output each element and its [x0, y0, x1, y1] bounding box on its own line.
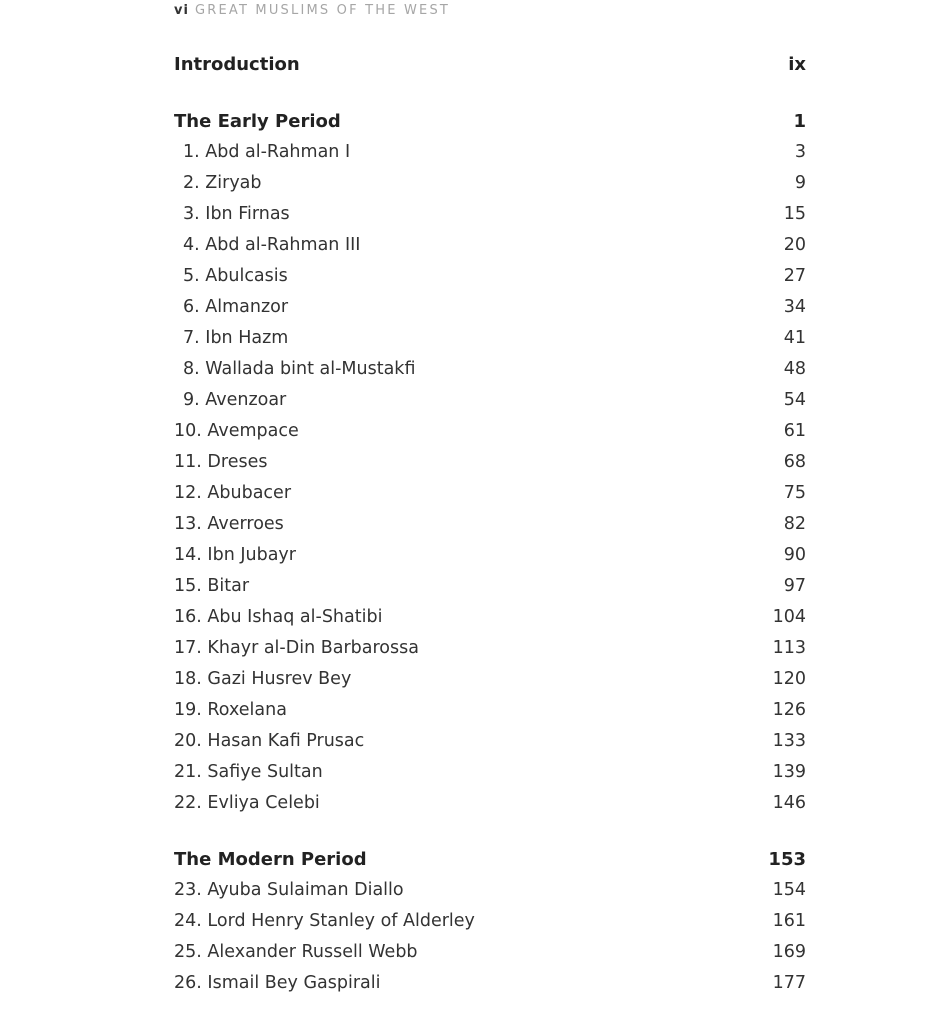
toc-entry-title: Gazi Husrev Bey [207, 669, 352, 689]
toc-entry-title: Averroes [207, 514, 284, 534]
toc-entry[interactable] [174, 576, 806, 602]
toc-entry-text [174, 173, 262, 193]
toc-entry-text [174, 142, 350, 162]
toc-entry-text [174, 359, 415, 379]
running-head-title: GREAT MUSLIMS OF THE WEST [194, 3, 451, 18]
toc-entry-page: 139 [772, 762, 806, 782]
section-title: The Modern Period [174, 849, 367, 870]
toc-entry-number: 12. [174, 483, 202, 503]
toc-entry-number: 20. [174, 731, 202, 751]
toc-entry[interactable] [174, 390, 806, 416]
toc-entry-number: 2. [183, 173, 200, 193]
toc-entry-number: 5. [183, 266, 200, 286]
toc-entry-title: Abd al-Rahman I [205, 142, 351, 162]
toc-entry-number: 24. [174, 911, 202, 931]
toc-entry[interactable] [174, 142, 806, 168]
toc-entry-number: 9. [183, 390, 200, 410]
toc-entry-text [174, 235, 360, 255]
toc-entry-page: 41 [783, 328, 806, 348]
toc-entry-page: 34 [783, 297, 806, 317]
toc-entry[interactable] [174, 235, 806, 261]
toc-entry-title: Ibn Firnas [205, 204, 290, 224]
toc-entry[interactable] [174, 173, 806, 199]
toc-entry-number: 19. [174, 700, 202, 720]
toc-entry-number: 21. [174, 762, 202, 782]
toc-entry-text [174, 452, 267, 472]
toc-section-modern-period[interactable] [174, 849, 806, 875]
toc-entry-title: Ayuba Sulaiman Diallo [207, 880, 404, 900]
toc-entry-page: 27 [783, 266, 806, 286]
toc-entry-text [174, 204, 290, 224]
toc-entry-title: Ziryab [205, 173, 262, 193]
toc-entry[interactable] [174, 545, 806, 571]
toc-entry-number: 13. [174, 514, 202, 534]
toc-entry-number: 25. [174, 942, 202, 962]
toc-entry-text [174, 973, 380, 993]
toc-entry-title: Roxelana [207, 700, 287, 720]
toc-entry-title: Abulcasis [205, 266, 288, 286]
section-page: 153 [768, 849, 806, 870]
toc-entry-text [174, 942, 418, 962]
toc-entry-title: Abu Ishaq al-Shatibi [207, 607, 383, 627]
section-title: The Early Period [174, 111, 341, 132]
toc-entry-page: 54 [783, 390, 806, 410]
toc-entry-page: 113 [772, 638, 806, 658]
toc-entry-text [174, 421, 299, 441]
toc-entry-text [174, 483, 291, 503]
toc-entry-number: 22. [174, 793, 202, 813]
toc-entry-page: 9 [794, 173, 806, 193]
toc-entry-title: Evliya Celebi [207, 793, 320, 813]
toc-entry-text [174, 607, 382, 627]
toc-entry[interactable] [174, 762, 806, 788]
toc-entry-title: Hasan Kafi Prusac [207, 731, 365, 751]
toc-entry-page: 82 [783, 514, 806, 534]
toc-entry-page: 75 [783, 483, 806, 503]
page-folio: vi [174, 3, 189, 18]
toc-entry-number: 3. [183, 204, 200, 224]
toc-entry-number: 26. [174, 973, 202, 993]
toc-entry-page: 104 [772, 607, 806, 627]
toc-entry-title: Abubacer [207, 483, 292, 503]
toc-entry-text [174, 266, 288, 286]
toc-entry[interactable] [174, 483, 806, 509]
toc-entry-title: Dreses [207, 452, 268, 472]
toc-entry-page: 154 [772, 880, 806, 900]
toc-entry-title: Wallada bint al-Mustakfi [205, 359, 416, 379]
toc-entry-page: 97 [783, 576, 806, 596]
toc-entry-title: Safiye Sultan [207, 762, 323, 782]
toc-entry-title: Avenzoar [205, 390, 287, 410]
toc-entry-page: 133 [772, 731, 806, 751]
toc-entry-number: 1. [183, 142, 200, 162]
toc-entry-page: 177 [772, 973, 806, 993]
toc-entry[interactable] [174, 607, 806, 633]
toc-entry-text [174, 762, 323, 782]
toc-entry[interactable] [174, 942, 806, 968]
toc-entry-number: 8. [183, 359, 200, 379]
toc-entry-text [174, 793, 320, 813]
toc-introduction-page: ix [788, 54, 806, 75]
toc-entry[interactable] [174, 669, 806, 695]
toc-entry-number: 23. [174, 880, 202, 900]
toc-entry-number: 4. [183, 235, 200, 255]
toc-entry-text [174, 911, 475, 931]
toc-entry-page: 146 [772, 793, 806, 813]
toc-entry-number: 10. [174, 421, 202, 441]
toc-entry-page: 126 [772, 700, 806, 720]
toc-entry-page: 48 [783, 359, 806, 379]
toc-entry-text [174, 390, 286, 410]
toc-entry[interactable] [174, 328, 806, 354]
toc-entry-number: 14. [174, 545, 202, 565]
toc-entry-page: 161 [772, 911, 806, 931]
toc-entry-title: Bitar [207, 576, 250, 596]
toc-entry-number: 15. [174, 576, 202, 596]
toc-entry-number: 16. [174, 607, 202, 627]
toc-entry[interactable] [174, 266, 806, 292]
toc-entry-text [174, 731, 364, 751]
toc-entry-page: 3 [794, 142, 806, 162]
toc-entry[interactable] [174, 911, 806, 937]
toc-entry-number: 11. [174, 452, 202, 472]
toc-entry-title: Ibn Hazm [205, 328, 289, 348]
toc-entry[interactable] [174, 297, 806, 323]
toc-entry[interactable] [174, 700, 806, 726]
toc-entry-page: 68 [783, 452, 806, 472]
toc-entry[interactable] [174, 731, 806, 757]
toc-entry-number: 7. [183, 328, 200, 348]
toc-entry[interactable] [174, 880, 806, 906]
toc-entry-title: Alexander Russell Webb [207, 942, 418, 962]
toc-entry-number: 6. [183, 297, 200, 317]
toc-entry-title: Ismail Bey Gaspirali [207, 973, 381, 993]
toc-entry-page: 169 [772, 942, 806, 962]
toc-introduction[interactable] [174, 54, 806, 80]
toc-entry[interactable] [174, 638, 806, 664]
toc-entry-text [174, 297, 288, 317]
toc-entry-text [174, 328, 288, 348]
running-head [174, 3, 450, 18]
toc-entry-page: 20 [783, 235, 806, 255]
toc-section-early-period[interactable] [174, 111, 806, 137]
toc-introduction-label: Introduction [174, 54, 300, 75]
toc-entry[interactable] [174, 793, 806, 819]
toc-entry-text [174, 638, 419, 658]
toc-entry-page: 61 [783, 421, 806, 441]
toc-entry[interactable] [174, 452, 806, 478]
toc-entry-title: Abd al-Rahman III [205, 235, 361, 255]
toc-entry[interactable] [174, 204, 806, 230]
toc-entry-text [174, 545, 296, 565]
toc-entry-page: 120 [772, 669, 806, 689]
toc-entry-number: 17. [174, 638, 202, 658]
toc-entry-title: Lord Henry Stanley of Alderley [207, 911, 475, 931]
toc-entry-page: 15 [783, 204, 806, 224]
toc-entry[interactable] [174, 514, 806, 540]
toc-entry-title: Almanzor [205, 297, 289, 317]
toc-entry-title: Ibn Jubayr [207, 545, 296, 565]
toc-entry-text [174, 880, 404, 900]
section-page: 1 [793, 111, 806, 132]
toc-entry-text [174, 514, 284, 534]
toc-entry-title: Avempace [207, 421, 299, 441]
toc-entry-text [174, 576, 249, 596]
toc-entry-page: 90 [783, 545, 806, 565]
toc-entry-text [174, 700, 287, 720]
toc-entry[interactable] [174, 421, 806, 447]
toc-entry[interactable] [174, 973, 806, 999]
toc-entry-title: Khayr al-Din Barbarossa [207, 638, 419, 658]
toc-entry[interactable] [174, 359, 806, 385]
toc-entry-text [174, 669, 351, 689]
toc-entry-number: 18. [174, 669, 202, 689]
